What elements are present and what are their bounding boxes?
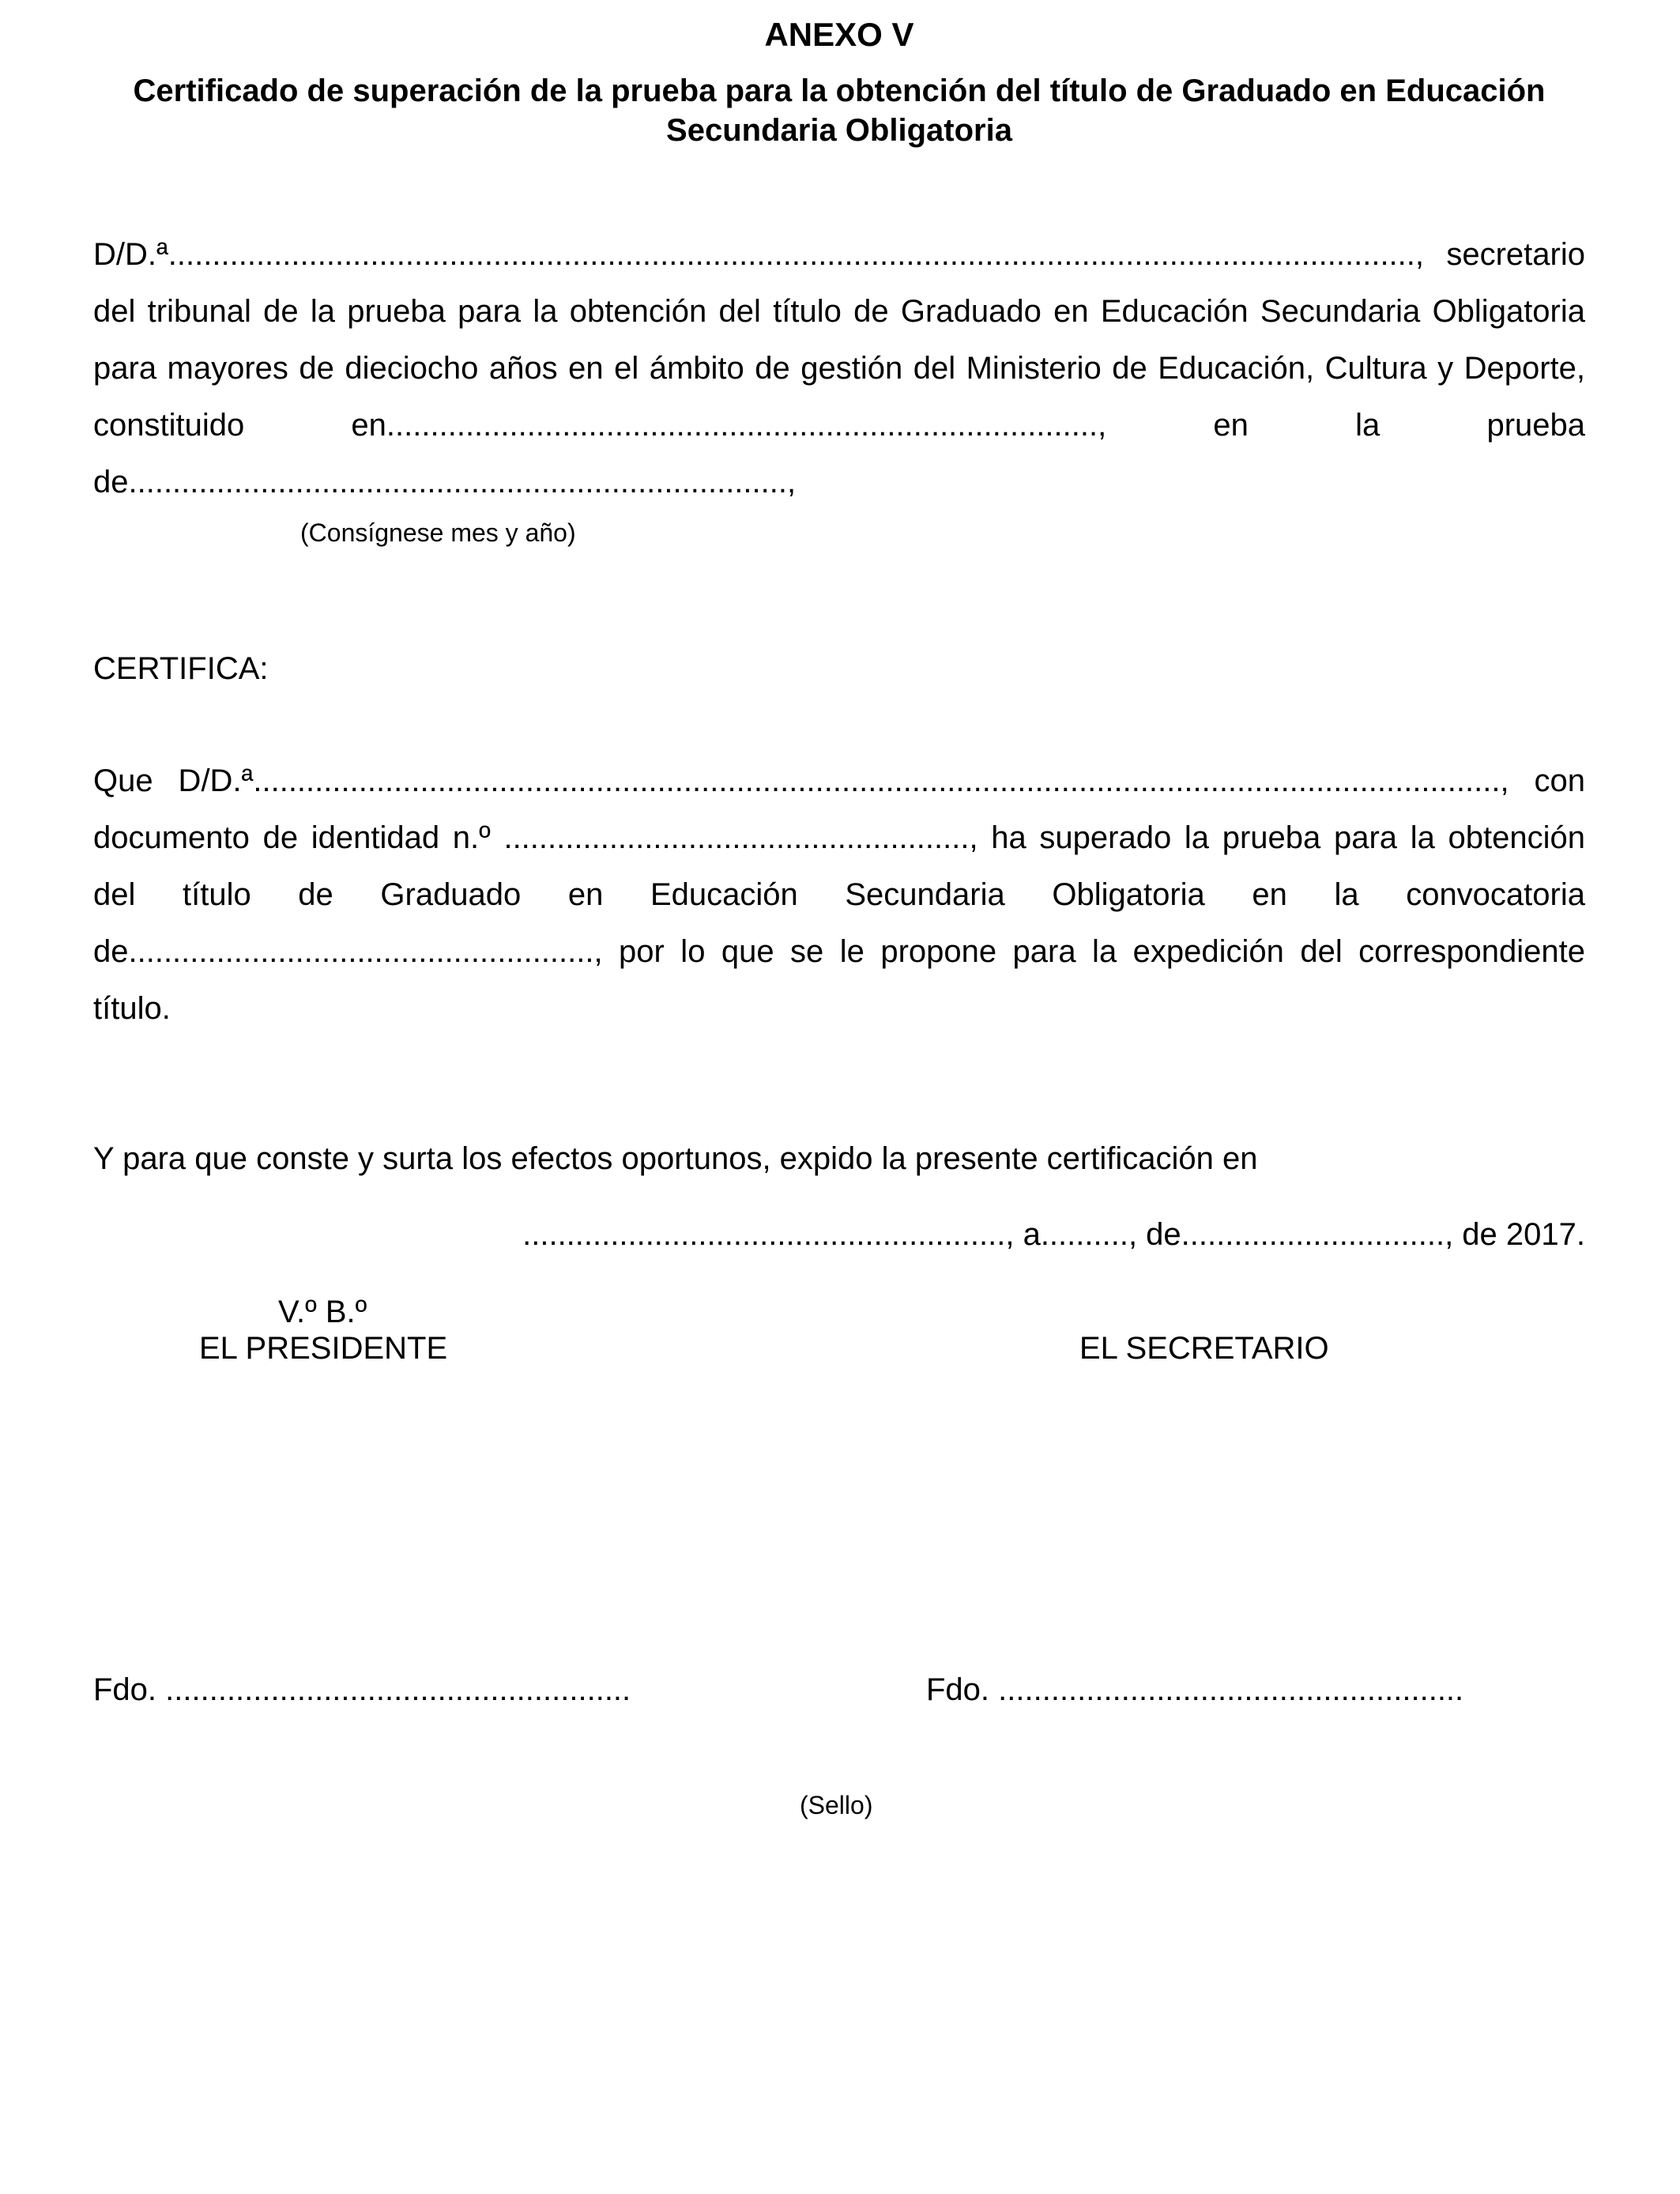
annex-label: ANEXO V [764,16,914,53]
month-year-note: (Consígnese mes y año) [300,518,576,547]
secretary-label: EL SECRETARIO [1079,1331,1329,1366]
secretary-signature-line: Fdo. ..................................................... [926,1672,1464,1707]
approval-label: V.º B.º [278,1295,367,1329]
document-title: Certificado de superación de la prueba para la obtención del título de Graduado en Educación Secundaria Obligatoria [133,74,1546,148]
intro-paragraph: D/D.ª.............................................................................................................................................., secretario del tribunal de la prueba para la obtención del título de Graduado en Educación Secundaria Obligatoria para mayores de dieciocho años en el ámbito de gestión del Ministerio de Educación, Cultura y Deporte, constituido en................................................................................., en la prueba de..........................................................................., [93,237,1585,499]
place-date-line: ......................................................., a.........., de.............................., de 2017. [522,1217,1585,1252]
president-signature-line: Fdo. ..................................................... [93,1672,631,1707]
certification-paragraph: Que D/D.ª.............................................................................................................................................., con documento de identidad n.º ....................................................., ha superado la prueba para la obtención del título de Graduado en Educación Secundaria Obligatoria en la convocatoria de....................................................., por lo que se le propone para la expedición del correspondiente título. [93,763,1585,1026]
closing-sentence: Y para que conste y surta los efectos oportunos, expido la presente certificación en [93,1141,1258,1176]
certifies-label: CERTIFICA: [93,651,269,686]
seal-label: (Sello) [800,1791,873,1819]
president-label: EL PRESIDENTE [199,1331,448,1366]
